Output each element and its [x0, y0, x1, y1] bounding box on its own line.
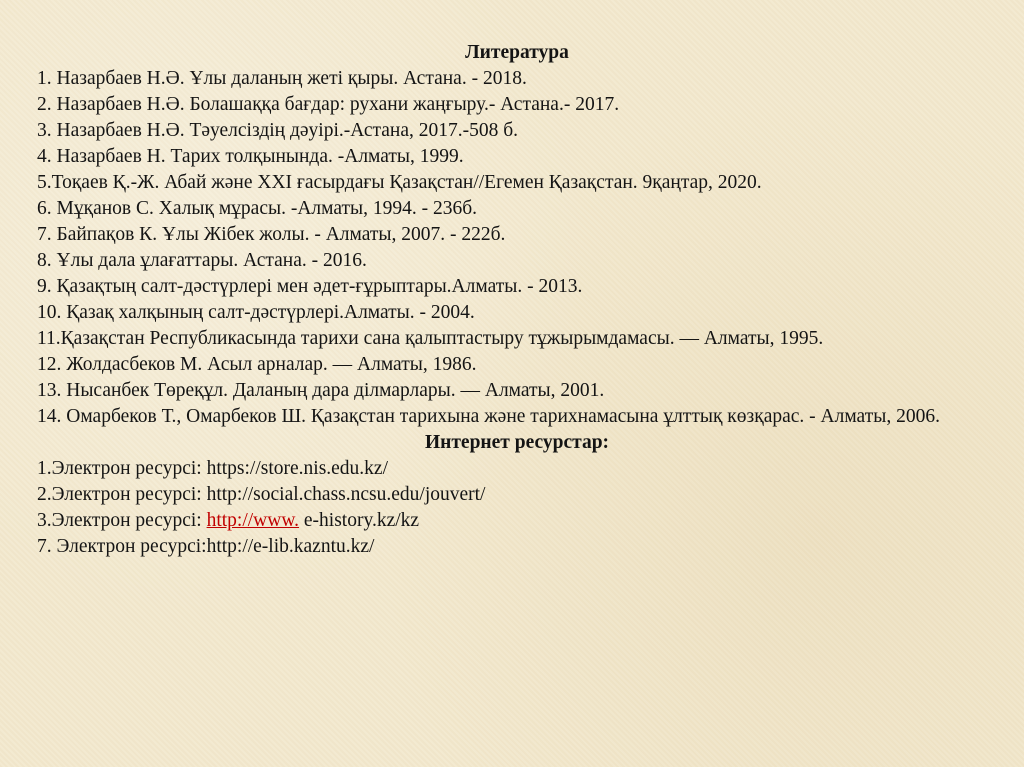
literature-heading: Литература: [465, 42, 569, 63]
internet-resource-item: 2.Электрон ресурсі: http://social.chass.ncsu.edu/jouvert/: [37, 484, 486, 505]
internet-resource-suffix: e-history.kz/kz: [299, 510, 420, 531]
literature-item: 9. Қазақтың салт-дәстүрлері мен әдет-ғұрыптары.Алматы. - 2013.: [37, 276, 583, 297]
literature-item: 14. Омарбеков Т., Омарбеков Ш. Қазақстан тарихына және тарихнамасына ұлттық көзқарас. - Алматы, 2006.: [37, 406, 940, 427]
literature-item: 6. Мұқанов С. Халық мұрасы. -Алматы, 1994. - 236б.: [37, 198, 478, 219]
internet-resource-item: 1.Электрон ресурсі: https://store.nis.edu.kz/: [37, 458, 389, 479]
literature-item: 13. Нысанбек Төреқұл. Даланың дара ділмарлары. — Алматы, 2001.: [37, 380, 605, 401]
literature-item: 5.Тоқаев Қ.-Ж. Абай және XXI ғасырдағы Қазақстан//Егемен Қазақстан. 9қаңтар, 2020.: [37, 172, 762, 193]
literature-item: 7. Байпақов К. Ұлы Жібек жолы. - Алматы, 2007. - 222б.: [37, 224, 506, 245]
literature-item: 4. Назарбаев Н. Тарих толқынында. -Алматы, 1999.: [37, 146, 464, 167]
literature-item: 11.Қазақстан Республикасында тарихи сана қалыптастыру тұжырымдамасы. — Алматы, 1995.: [37, 328, 824, 349]
internet-resource-link[interactable]: http://www.: [206, 510, 300, 531]
literature-item: 8. Ұлы дала ұлағаттары. Астана. - 2016.: [37, 250, 367, 271]
slide-content: [37, 40, 997, 560]
literature-item: 10. Қазақ халқының салт-дәстүрлері.Алматы. - 2004.: [37, 302, 475, 323]
internet-resources-heading: Интернет ресурстар:: [424, 432, 610, 453]
literature-item: 12. Жолдасбеков М. Асыл арналар. — Алматы, 1986.: [37, 354, 477, 375]
literature-item: 2. Назарбаев Н.Ә. Болашаққа бағдар: рухани жаңғыру.- Астана.- 2017.: [37, 94, 620, 115]
internet-resource-item: 7. Электрон ресурсі:http://e-lib.kazntu.kz/: [37, 536, 375, 557]
literature-item: 3. Назарбаев Н.Ә. Тәуелсіздің дәуірі.-Астана, 2017.-508 б.: [37, 120, 519, 141]
internet-resource-prefix: 3.Электрон ресурсі:: [37, 510, 207, 531]
internet-resource-item: [37, 508, 997, 534]
literature-item: 1. Назарбаев Н.Ә. Ұлы даланың жеті қыры. Астана. - 2018.: [37, 68, 527, 89]
